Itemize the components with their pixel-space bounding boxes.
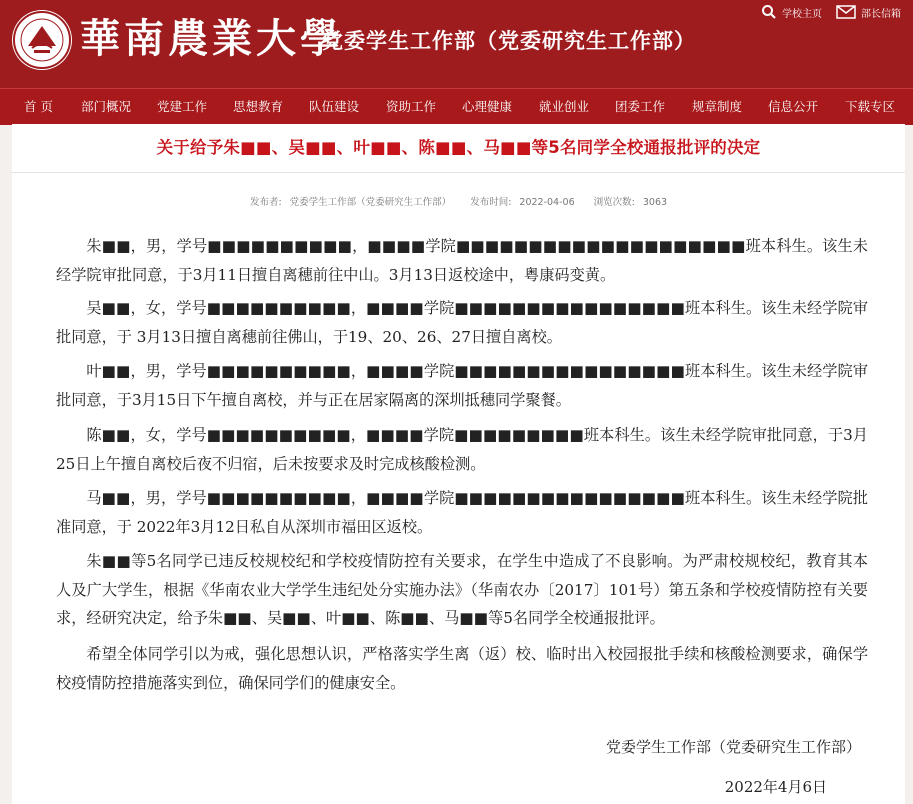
nav-item-funding[interactable]: 资助工作 — [386, 99, 437, 114]
paragraph-5: 马■■，男，学号■■■■■■■■■■，■■■■学院■■■■■■■■■■■■■■■■班本科生。该生未经学院批准同意，于 2022年3月12日私自从深圳市福田区返校。 — [56, 489, 868, 536]
search-icon — [761, 4, 777, 20]
nav-item-employment[interactable]: 就业创业 — [539, 99, 590, 114]
title-bar — [12, 124, 905, 173]
top-links — [747, 3, 901, 21]
signature-date: 2022年4月6日 — [724, 778, 827, 796]
paragraph-7: 希望全体同学引以为戒，强化思想认识，严格落实学生离（返）校、临时出入校园报批手续和核酸检测要求，确保学校疫情防控措施落实到位，确保同学们的健康安全。 — [56, 645, 868, 692]
university-name: 華南農業大學 — [80, 15, 344, 62]
nav-item-downloads[interactable]: 下载专区 — [845, 99, 896, 114]
nav-item-disclosure[interactable]: 信息公开 — [768, 99, 819, 114]
site-header — [0, 0, 913, 88]
article-card — [12, 124, 905, 804]
nav-item-team[interactable]: 队伍建设 — [309, 99, 360, 114]
university-logo[interactable] — [12, 10, 72, 70]
school-homepage-link[interactable]: 学校主页 — [761, 4, 822, 20]
paragraph-6: 朱■■等5名同学已违反校规校纪和学校疫情防控有关要求，在学生中造成了不良影响。为严肃校规校纪，教育其本人及广大学生，根据《华南农业大学学生违纪处分实施办法》（华南农办〔2017〕101号）第五条和学校疫情防控有关要求，经研究决定，给予朱■■、吴■■、叶■■、陈■■、马■■等5名同学全校通报批评。 — [56, 552, 868, 627]
main-nav — [0, 88, 913, 125]
nav-item-party-building[interactable]: 党建工作 — [157, 99, 208, 114]
publish-time: 发布时间: 2022-04-06 — [470, 197, 575, 208]
department-name: 党委学生工作部（党委研究生工作部） — [322, 29, 696, 53]
nav-item-mental-health[interactable]: 心理健康 — [462, 99, 513, 114]
article-title: 关于给予朱■■、吴■■、叶■■、陈■■、马■■等5名同学全校通报批评的决定 — [156, 138, 761, 157]
nav-item-overview[interactable]: 部门概况 — [81, 99, 132, 114]
article-meta — [12, 194, 905, 208]
nav-item-home[interactable]: 首 页 — [24, 99, 53, 114]
nav-item-ideology[interactable]: 思想教育 — [233, 99, 284, 114]
mail-icon — [836, 5, 856, 19]
publisher: 发布者: 党委学生工作部（党委研究生工作部） — [249, 197, 452, 208]
view-count: 浏览次数: 3063 — [593, 197, 668, 208]
paragraph-2: 吴■■，女，学号■■■■■■■■■■，■■■■学院■■■■■■■■■■■■■■■■班本科生。该生未经学院审批同意，于 3月13日擅自离穗前往佛山，于19、20、26、27日擅自离校。 — [56, 299, 868, 346]
nav-item-regulations[interactable]: 规章制度 — [692, 99, 743, 114]
paragraph-4: 陈■■，女，学号■■■■■■■■■■，■■■■学院■■■■■■■■■班本科生。该生未经学院审批同意，于3月25日上午擅自离校后夜不归宿，后未按要求及时完成核酸检测。 — [56, 426, 868, 473]
paragraph-1: 朱■■，男，学号■■■■■■■■■■，■■■■学院■■■■■■■■■■■■■■■■■■■■班本科生。该生未经学院审批同意，于3月11日擅自离穗前往中山。3月13日返校途中，粤康码变黄。 — [56, 237, 868, 284]
director-mailbox-link[interactable]: 部长信箱 — [836, 5, 901, 20]
signature: 党委学生工作部（党委研究生工作部） — [605, 738, 861, 756]
paragraph-3: 叶■■，男，学号■■■■■■■■■■，■■■■学院■■■■■■■■■■■■■■■■班本科生。该生未经学院审批同意，于3月15日下午擅自离校，并与正在居家隔离的深圳抵穗同学聚餐。 — [56, 362, 868, 409]
nav-item-youth-league[interactable]: 团委工作 — [615, 99, 666, 114]
